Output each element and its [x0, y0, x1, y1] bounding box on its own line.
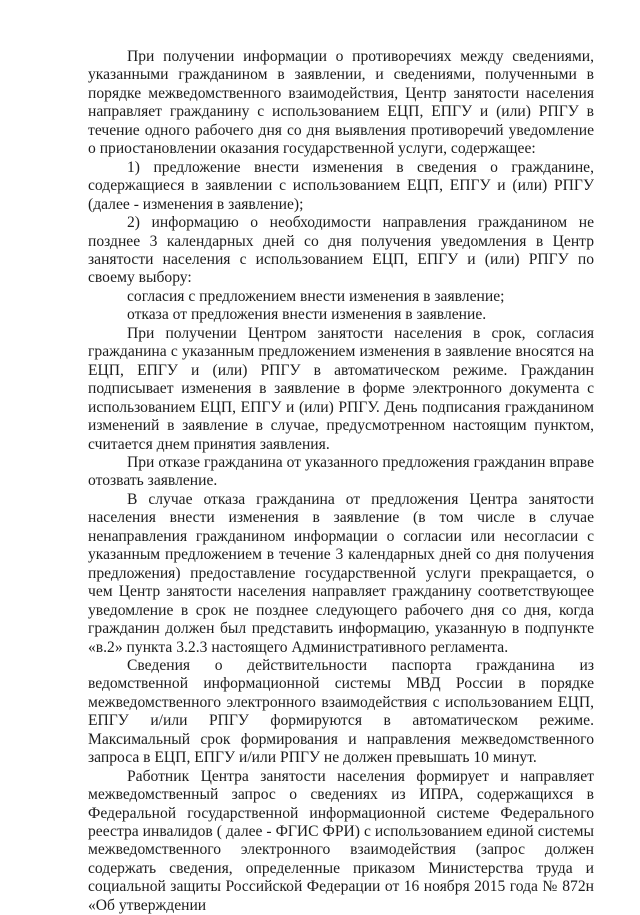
paragraph-contradictions: При получении информации о противоречиях между сведениями, указанными гражданином в заявлении, и сведениями, полученными в порядке межведомственного взаимодействия, Центр занятости населения направляет гражданину с использованием ЕЦП, ЕПГУ и (или) РПГУ в течение одного рабочего дня со дня выявления противоречий уведомление о приостановлении оказания государственной услуги, содержащее:: [88, 48, 594, 158]
paragraph-termination: В случае отказа гражданина от предложения Центра занятости населения внести изменения в заявление (в том числе в случае ненаправления гражданином информации о согласии или несогласии с указанным предложением в течение 3 календарных дней со дня получения предложения) предоставление государственной услуги прекращается, о чем Центр занятости населения направляет гражданину соответствующее уведомление в срок не позднее следующего рабочего дня со дня, когда гражданин должен был представить информацию, указанную в подпункте «в.2» пункта 3.2.3 настоящего Административного регламента.: [88, 490, 594, 656]
paragraph-ipra-request: Работник Центра занятости населения формирует и направляет межведомственный запрос о сведениях из ИПРА, содержащихся в Федеральной государственной информационной системе Федерального реестра инвалидов ( далее - ФГИС ФРИ) с использованием единой системы межведомственного электронного взаимодействия (запрос должен содержать сведения, определенные приказом Министерства труда и социальной защиты Российской Федерации от 16 ноября 2015 года № 872н «Об утверждении: [88, 767, 594, 914]
paragraph-consent-received: При получении Центром занятости населения в срок, согласия гражданина с указанным предложением изменения в заявление вносятся на ЕЦП, ЕПГУ и (или) РПГУ в автоматическом режиме. Гражданин подписывает изменения в заявление в форме электронного документа с использованием ЕЦП, ЕПГУ и (или) РПГУ. День подписания гражданином изменений в заявление в случае, предусмотренном настоящим пунктом, считается днем принятия заявления.: [88, 324, 594, 453]
paragraph-item-2: 2) информацию о необходимости направления гражданином не позднее 3 календарных дней со дня получения уведомления в Центр занятости населения с использованием ЕЦП, ЕПГУ и (или) РПГУ по своему выбору:: [88, 214, 594, 287]
paragraph-refusal-withdraw: При отказе гражданина от указанного предложения гражданин вправе отозвать заявление.: [88, 453, 594, 490]
document-body: [88, 48, 594, 915]
paragraph-consent-option: согласия с предложением внести изменения в заявление;: [127, 287, 505, 305]
paragraph-passport-validity: Сведения о действительности паспорта гражданина из ведомственной информационной системы МВД России в порядке межведомственного электронного взаимодействия с использованием ЕЦП, ЕПГУ и/или РПГУ формируются в автоматическом режиме. Максимальный срок формирования и направления межведомственного запроса в ЕЦП, ЕПГУ и/или РПГУ не должен превышать 10 минут.: [88, 656, 594, 767]
paragraph-item-1: 1) предложение внести изменения в сведения о гражданине, содержащиеся в заявлении с использованием ЕЦП, ЕПГУ и (или) РПГУ (далее - изменения в заявление);: [88, 158, 594, 213]
paragraph-refusal-option: отказа от предложения внести изменения в заявление.: [127, 306, 487, 324]
